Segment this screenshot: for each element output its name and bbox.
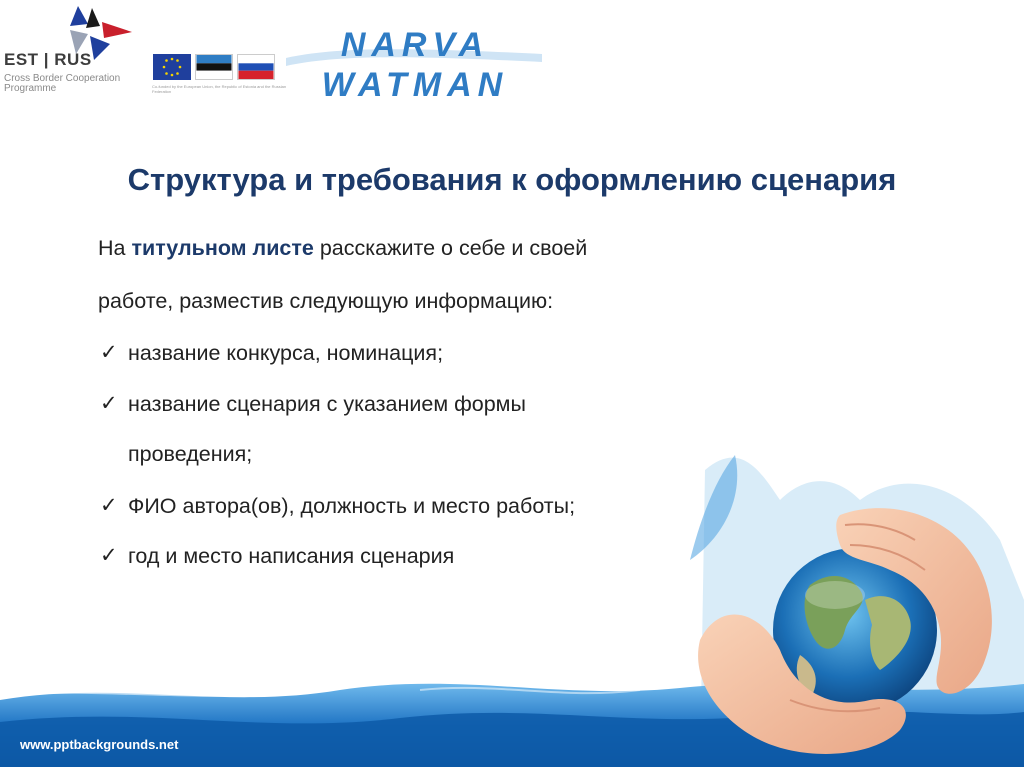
check-icon: ✓	[100, 392, 118, 415]
intro-highlight: титульном листе	[131, 236, 314, 260]
cofunding-note: Co-funded by the European Union, the Republic of Estonia and the Russian Federation	[152, 84, 287, 94]
intro-prefix: На	[98, 236, 132, 260]
list-item-continuation: проведения;	[128, 442, 253, 466]
est-rus-programme-logo	[0, 0, 140, 110]
check-icon: ✓	[100, 544, 118, 567]
program-title: EST | RUS	[4, 50, 92, 69]
intro-line-2: работе, разместив следующую информацию:	[98, 289, 554, 313]
check-icon: ✓	[100, 341, 118, 364]
eu-flag-icon	[153, 54, 191, 80]
list-item: название сценария с указанием формы	[128, 392, 526, 416]
list-item: название конкурса, номинация;	[128, 341, 444, 365]
list-item: ФИО автора(ов), должность и место работы;	[128, 494, 576, 518]
logo-text-bottom: WATMAN	[321, 66, 509, 104]
intro-suffix: расскажите о себе и своей	[313, 236, 588, 260]
intro-line-1	[98, 236, 587, 261]
logo-text-top: NARVA	[340, 26, 490, 64]
footer-url: www.pptbackgrounds.net	[20, 737, 179, 752]
slide-title: Структура и требования к оформлению сценария	[127, 162, 897, 197]
narva-watman-logo	[280, 18, 550, 104]
partner-flags	[150, 54, 285, 84]
estonia-flag-icon	[195, 54, 233, 80]
list-item: год и место написания сценария	[128, 544, 455, 568]
check-icon: ✓	[100, 494, 118, 517]
russia-flag-icon	[237, 54, 275, 80]
program-subtitle: Cross Border Cooperation Programme	[4, 73, 121, 94]
